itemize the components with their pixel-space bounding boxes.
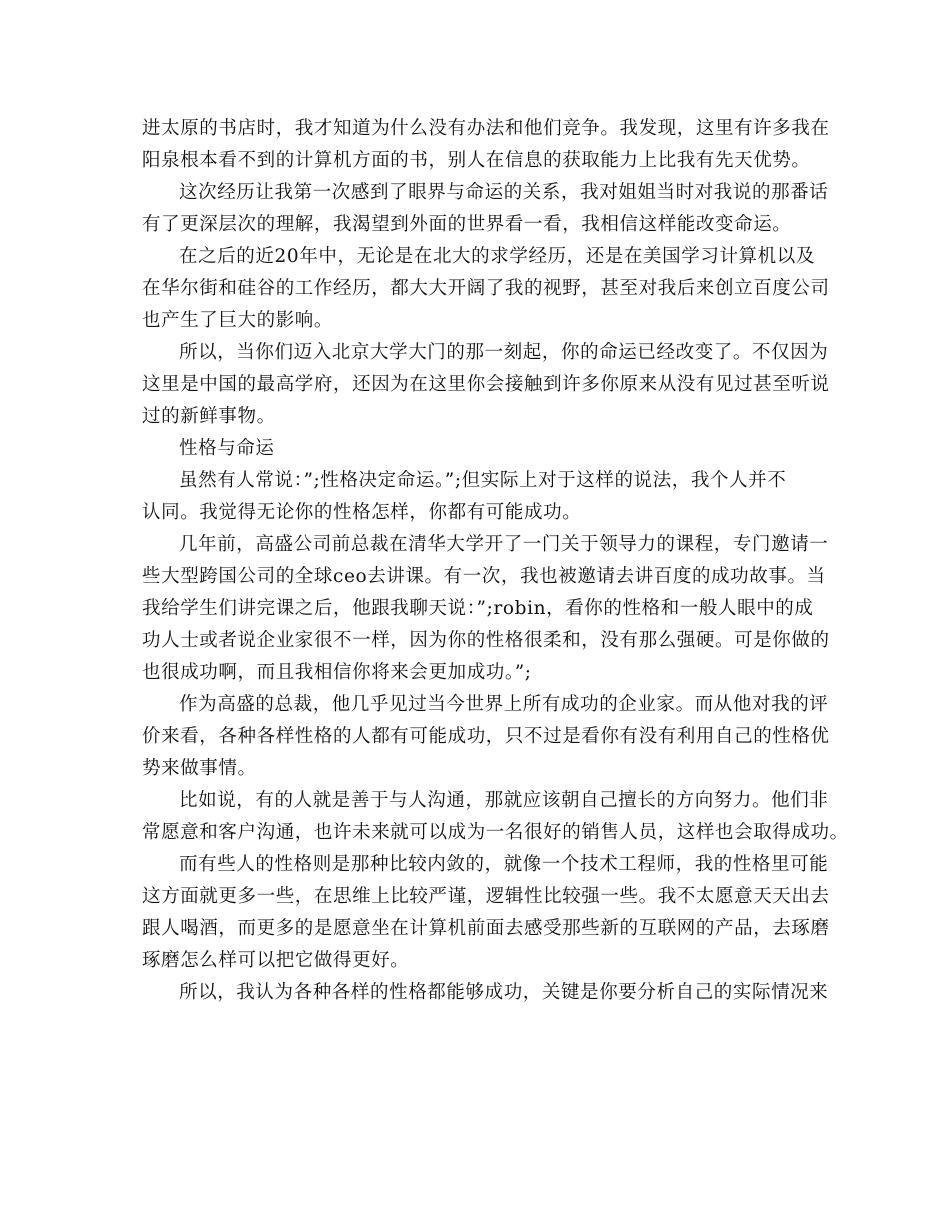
text-line: 在华尔街和硅谷的工作经历，都大大开阔了我的视野，甚至对我后来创立百度公司 — [142, 278, 830, 299]
text-line: 所以，当你们迈入北京大学大门的那一刻起，你的命运已经改变了。不仅因为 — [179, 342, 829, 363]
text-line: 我给学生们讲完课之后，他跟我聊天说：”;robin，看你的性格和一般人眼中的成 — [142, 598, 814, 619]
paragraph-bookstore — [142, 113, 830, 177]
document-body — [142, 113, 849, 1009]
paragraph-communication — [142, 785, 849, 849]
text-line: 而有些人的性格则是那种比较内敛的，就像一个技术工程师，我的性格里可能 — [179, 854, 829, 875]
text-line: 价来看，各种各样性格的人都有可能成功，只不过是看你有没有利用自己的性格优 — [142, 726, 830, 747]
paragraph-conclusion — [142, 977, 829, 1009]
paragraph-vision-and-fate — [142, 177, 829, 241]
text-line: 比如说，有的人就是善于与人沟通，那就应该朝自己擅长的方向努力。他们非 — [179, 790, 829, 811]
text-line: 进太原的书店时，我才知道为什么没有办法和他们竞争。我发现，这里有许多我在 — [142, 118, 830, 139]
text-line: 在之后的近20年中，无论是在北大的求学经历，还是在美国学习计算机以及 — [179, 246, 815, 267]
text-line: 虽然有人常说：”;性格决定命运。”;但实际上对于这样的说法，我个人并不 — [179, 470, 787, 491]
text-line: 些大型跨国公司的全球ceo去讲课。有一次，我也被邀请去讲百度的成功故事。当 — [142, 566, 826, 587]
text-line: 所以，我认为各种各样的性格都能够成功，关键是你要分析自己的实际情况来 — [179, 982, 829, 1003]
text-line: 过的新鲜事物。 — [142, 406, 276, 427]
text-line: 也产生了巨大的影响。 — [142, 310, 334, 331]
text-line: 跟人喝酒，而更多的是愿意坐在计算机前面去感受那些新的互联网的产品，去琢磨 — [142, 918, 830, 939]
text-line: 几年前，高盛公司前总裁在清华大学开了一门关于领导力的课程，专门邀请一 — [179, 534, 829, 555]
text-line: 这方面就更多一些，在思维上比较严谨，逻辑性比较强一些。我不太愿意天天出去 — [142, 886, 830, 907]
section-heading: 性格与命运 — [179, 438, 275, 459]
paragraph-goldman-president — [142, 689, 830, 785]
text-line: 阳泉根本看不到的计算机方面的书，别人在信息的获取能力上比我有先天优势。 — [142, 150, 811, 171]
text-line: 有了更深层次的理解，我渴望到外面的世界看一看，我相信这样能改变命运。 — [142, 214, 792, 235]
section-heading-personality-and-fate — [142, 433, 822, 465]
paragraph-peking-university — [142, 337, 830, 433]
text-line: 势来做事情。 — [142, 758, 257, 779]
text-line: 常愿意和客户沟通，也许未来就可以成为一名很好的销售人员，这样也会取得成功。 — [142, 822, 849, 843]
text-line: 这次经历让我第一次感到了眼界与命运的关系，我对姐姐当时对我说的那番话 — [179, 182, 829, 203]
text-line: 也很成功啊，而且我相信你将来会更加成功。”; — [142, 662, 532, 683]
text-line: 这里是中国的最高学府，还因为在这里你会接触到许多你原来从没有见过甚至听说 — [142, 374, 830, 395]
text-line: 认同。我觉得无论你的性格怎样，你都有可能成功。 — [142, 502, 582, 523]
paragraph-personality-saying — [142, 465, 822, 529]
paragraph-goldman-story — [142, 529, 830, 689]
text-line: 功人士或者说企业家很不一样，因为你的性格很柔和，没有那么强硬。可是你做的 — [142, 630, 830, 651]
paragraph-twenty-years — [142, 241, 830, 337]
paragraph-introverted — [142, 849, 830, 977]
text-line: 作为高盛的总裁，他几乎见过当今世界上所有成功的企业家。而从他对我的评 — [179, 694, 829, 715]
text-line: 琢磨怎么样可以把它做得更好。 — [142, 950, 410, 971]
